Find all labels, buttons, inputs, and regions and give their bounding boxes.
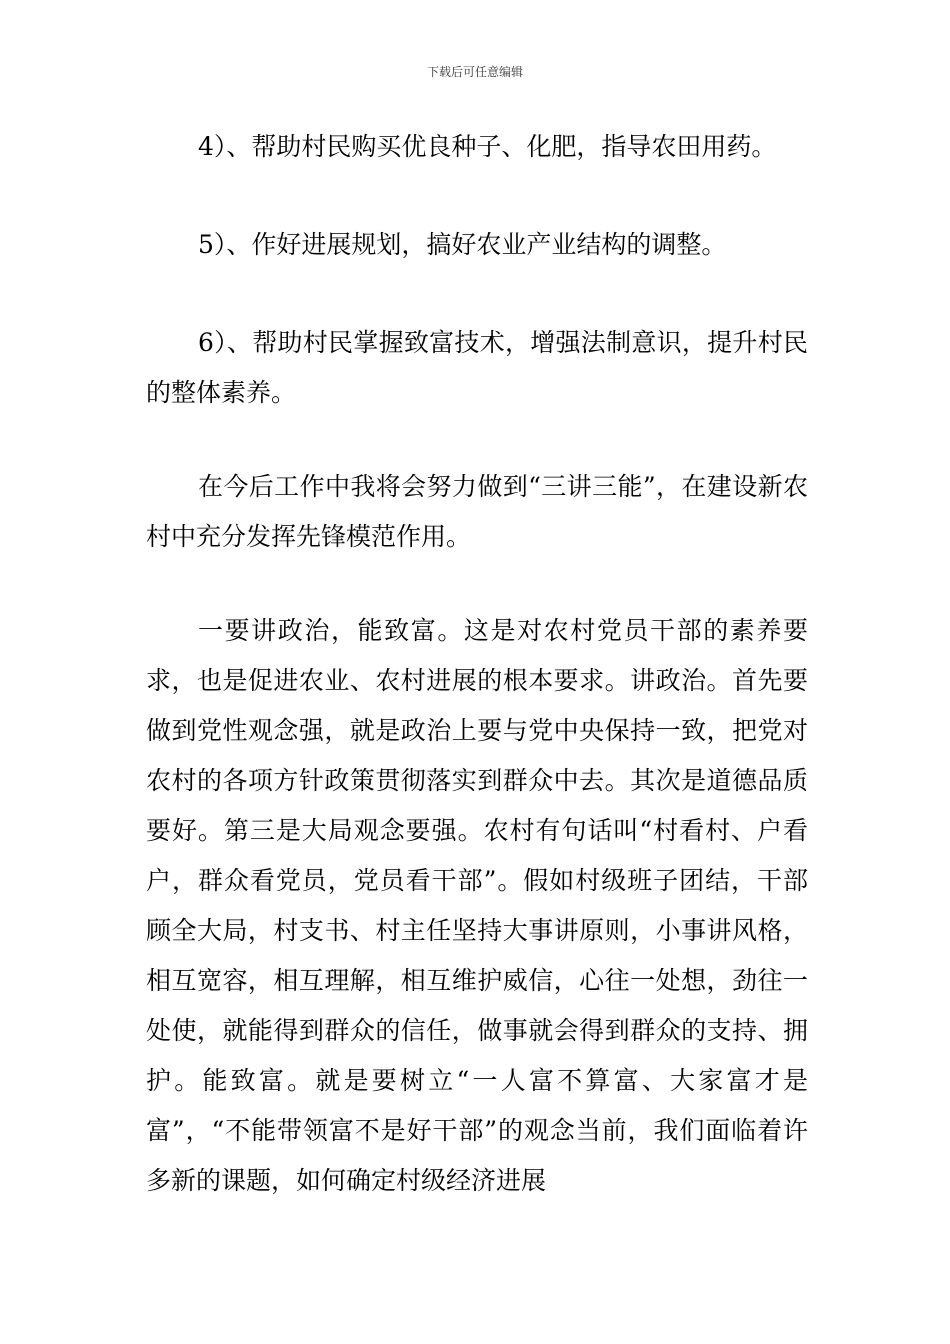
paragraph-politics-wealth: 一要讲政治，能致富。这是对农村党员干部的素养要求，也是促进农业、农村进展的根本要求。讲政治。首先要做到党性观念强，就是政治上要与党中央保持一致，把党对农村的各项方针政策贯彻落实到群众中去。其次是道德品质要好。第三是大局观念要强。农村有句话叫“村看村、户看户，群众看党员，党员看干部”。假如村级班子团结，干部顾全大局，村支书、村主任坚持大事讲原则，小事讲风格，相互宽容，相互理解，相互维护威信，心往一处想，劲往一处使，就能得到群众的信任，做事就会得到群众的支持、拥护。能致富。就是要树立“一人富不算富、大家富才是富”，“不能带领富不是好干部”的观念当前，我们面临着许多新的课题，如何确定村级经济进展 [146, 616, 808, 1195]
paragraph-item-4: 4）、帮助村民购买优良种子、化肥，指导农田用药。 [198, 132, 777, 161]
paragraph-item-5: 5）、作好进展规划，搞好农业产业结构的调整。 [198, 230, 727, 259]
document-body [146, 122, 808, 1206]
page-header-note: 下载后可任意编辑 [426, 65, 523, 79]
paragraph-three-talks: 在今后工作中我将会努力做到“三讲三能”，在建设新农村中充分发挥先锋模范作用。 [146, 472, 808, 551]
paragraph-item-6: 6）、帮助村民掌握致富技术，增强法制意识，提升村民的整体素养。 [146, 328, 808, 407]
